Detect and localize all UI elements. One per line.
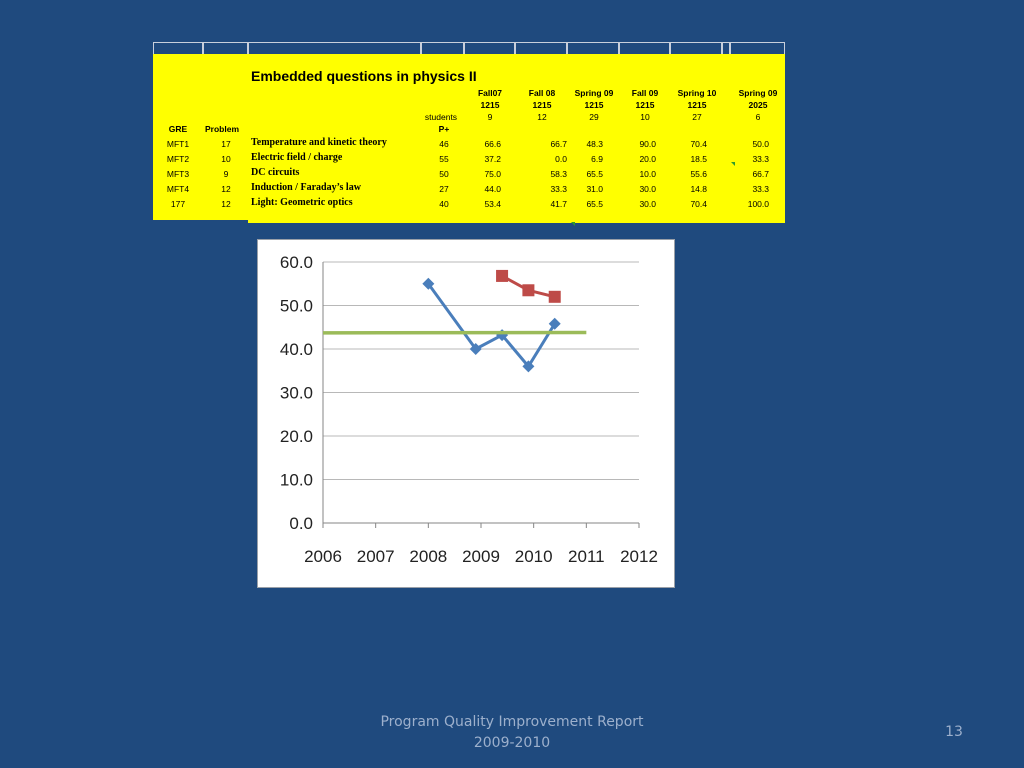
score-cell: 55.6 — [690, 169, 707, 179]
footer-title: Program Quality Improvement Report — [380, 714, 644, 730]
score-cell: 53.4 — [484, 199, 501, 209]
score-cell: 70.4 — [690, 199, 707, 209]
score-cell: 0.0 — [555, 154, 567, 164]
table-title: Embedded questions in physics II — [251, 68, 477, 84]
header-strip-cell — [203, 42, 248, 54]
course-number: 1215 — [480, 100, 500, 110]
score-cell: 66.7 — [550, 139, 567, 149]
comment-marker — [731, 162, 735, 166]
y-tick-label: 20.0 — [279, 427, 313, 446]
header-strip-cell — [567, 42, 619, 54]
gre-cell: MFT3 — [166, 169, 190, 179]
term-header: Fall 08 — [528, 88, 556, 98]
pplus-cell: 40 — [439, 199, 449, 209]
y-tick-label: 50.0 — [279, 296, 313, 316]
score-cell: 30.0 — [639, 199, 656, 209]
course-number: 2025 — [748, 100, 768, 110]
student-count: 10 — [640, 112, 650, 122]
score-cell: 66.6 — [484, 139, 501, 149]
series-2-point — [496, 270, 508, 282]
student-count: 9 — [487, 112, 493, 122]
course-number: 1215 — [687, 100, 707, 110]
y-tick-label: 10.0 — [279, 470, 313, 490]
score-cell: 70.4 — [690, 139, 707, 149]
header-strip-cell — [730, 42, 785, 54]
student-count: 27 — [692, 112, 702, 122]
score-cell: 14.8 — [690, 184, 707, 194]
y-tick-label: 40.0 — [279, 340, 313, 359]
term-header: Spring 09 — [738, 88, 778, 98]
data-table — [153, 42, 785, 223]
score-cell: 20.0 — [639, 154, 656, 164]
header-strip-cell — [515, 42, 567, 54]
header-strip-cell — [722, 42, 730, 54]
header-strip-cell — [619, 42, 670, 54]
topic-cell: Electric field / charge — [251, 152, 343, 163]
course-number: 1215 — [532, 100, 552, 110]
score-cell: 50.0 — [752, 139, 769, 149]
topic-cell: Induction / Faraday’s law — [251, 182, 361, 193]
series-2-point — [522, 284, 534, 296]
page-number: 13 — [945, 724, 963, 740]
x-tick-label: 2010 — [514, 547, 553, 566]
score-cell: 10.0 — [639, 169, 656, 179]
series-2-point — [549, 291, 561, 303]
term-header: Spring 09 — [574, 88, 614, 98]
pplus-header: P+ — [438, 124, 450, 134]
score-cell: 37.2 — [484, 154, 501, 164]
problem-cell: 9 — [223, 169, 229, 179]
topic-cell: Light: Geometric optics — [251, 197, 353, 208]
gre-cell: MFT2 — [166, 154, 190, 164]
pplus-cell: 55 — [439, 154, 449, 164]
score-cell: 65.5 — [586, 199, 603, 209]
header-strip-cell — [153, 42, 203, 54]
x-tick-label: 2011 — [568, 547, 605, 566]
pplus-cell: 27 — [439, 184, 449, 194]
x-tick-label: 2012 — [620, 547, 658, 566]
score-cell: 33.3 — [752, 184, 769, 194]
score-cell: 33.3 — [752, 154, 769, 164]
header-strip-cell — [670, 42, 722, 54]
score-cell: 30.0 — [639, 184, 656, 194]
score-cell: 48.3 — [586, 139, 603, 149]
student-count: 29 — [589, 112, 599, 122]
score-cell: 100.0 — [747, 199, 769, 209]
x-tick-label: 2006 — [304, 547, 342, 566]
table-header-strip — [153, 42, 785, 54]
score-cell: 41.7 — [550, 199, 567, 209]
pplus-cell: 46 — [439, 139, 449, 149]
score-cell: 33.3 — [550, 184, 567, 194]
score-cell: 18.5 — [690, 154, 707, 164]
term-header: Spring 10 — [677, 88, 717, 98]
pplus-cell: 50 — [439, 169, 449, 179]
table-body — [153, 54, 785, 223]
x-tick-label: 2007 — [356, 547, 395, 566]
gre-header: GRE — [168, 124, 188, 134]
topic-cell: Temperature and kinetic theory — [251, 137, 387, 148]
course-number: 1215 — [584, 100, 604, 110]
y-tick-label: 0.0 — [289, 514, 313, 533]
students-label: students — [424, 112, 458, 122]
x-tick-label: 2009 — [462, 547, 500, 566]
term-header: Fall 09 — [631, 88, 659, 98]
header-strip-cell — [421, 42, 464, 54]
gre-cell: 177 — [170, 199, 186, 209]
chart-svg — [258, 240, 674, 587]
topic-cell: DC circuits — [251, 167, 300, 178]
score-cell: 58.3 — [550, 169, 567, 179]
x-tick-label: 2008 — [409, 547, 448, 566]
problem-header: Problem — [205, 124, 240, 134]
header-strip-cell — [464, 42, 515, 54]
student-count: 6 — [755, 112, 761, 122]
score-cell: 66.7 — [752, 169, 769, 179]
y-tick-label: 30.0 — [279, 383, 313, 403]
header-strip-cell — [248, 42, 421, 54]
problem-cell: 12 — [221, 199, 231, 209]
problem-cell: 17 — [221, 139, 231, 149]
student-count: 12 — [537, 112, 547, 122]
score-cell: 44.0 — [484, 184, 501, 194]
line-chart — [257, 239, 675, 588]
course-number: 1215 — [635, 100, 655, 110]
comment-marker — [571, 222, 575, 226]
gre-cell: MFT4 — [166, 184, 190, 194]
footer — [0, 712, 1024, 754]
y-tick-label: 60.0 — [279, 253, 313, 272]
term-header: Fall07 — [477, 88, 503, 98]
footer-year: 2009-2010 — [473, 735, 551, 751]
score-cell: 31.0 — [586, 184, 603, 194]
score-cell: 65.5 — [586, 169, 603, 179]
problem-cell: 10 — [221, 154, 231, 164]
problem-cell: 12 — [221, 184, 231, 194]
table-corner-gap — [153, 220, 248, 223]
score-cell: 75.0 — [484, 169, 501, 179]
score-cell: 6.9 — [591, 154, 603, 164]
gre-cell: MFT1 — [166, 139, 190, 149]
series-1-line — [428, 284, 554, 367]
score-cell: 90.0 — [639, 139, 656, 149]
